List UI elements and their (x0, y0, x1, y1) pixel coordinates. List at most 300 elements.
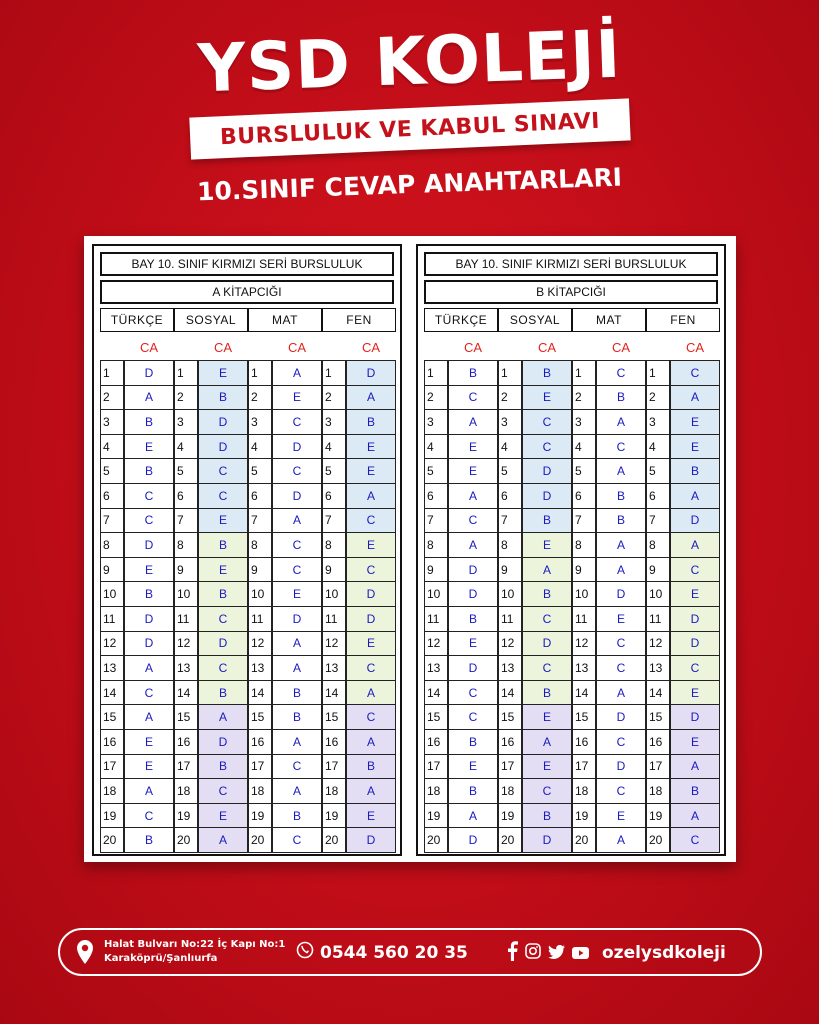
question-number: 19 (646, 803, 670, 829)
question-number: 12 (498, 631, 522, 657)
question-number: 14 (572, 680, 596, 706)
answer-cell: C (124, 508, 174, 534)
question-number: 6 (646, 483, 670, 509)
question-number: 5 (572, 458, 596, 484)
answer-cell: E (272, 581, 322, 607)
question-number: 10 (498, 581, 522, 607)
answer-cell: C (272, 409, 322, 435)
question-number: 7 (174, 508, 198, 534)
answer-cell: D (346, 606, 396, 632)
answer-cell: C (272, 458, 322, 484)
answer-cell: E (198, 557, 248, 583)
question-number: 11 (248, 606, 272, 632)
answer-cell: A (124, 385, 174, 411)
question-number: 17 (322, 754, 346, 780)
question-number: 12 (322, 631, 346, 657)
question-number: 7 (572, 508, 596, 534)
question-number: 13 (174, 655, 198, 681)
answer-cell: B (596, 385, 646, 411)
answer-cell: C (272, 754, 322, 780)
question-number: 11 (646, 606, 670, 632)
question-number: 2 (646, 385, 670, 411)
question-number: 16 (100, 729, 124, 755)
question-number: 18 (174, 778, 198, 804)
answer-cell: C (670, 827, 720, 853)
location-pin-icon (76, 939, 94, 969)
question-number: 8 (174, 532, 198, 558)
answer-cell: B (124, 409, 174, 435)
question-number: 3 (424, 409, 448, 435)
question-number: 8 (424, 532, 448, 558)
answer-cell: C (448, 508, 498, 534)
question-number: 20 (322, 827, 346, 853)
answer-cell: C (596, 729, 646, 755)
question-number: 5 (248, 458, 272, 484)
panel-title: BAY 10. SINIF KIRMIZI SERİ BURSLULUK (424, 252, 718, 276)
answer-cell: E (198, 803, 248, 829)
subject-header: SOSYAL (174, 308, 248, 332)
question-number: 14 (248, 680, 272, 706)
question-number: 19 (424, 803, 448, 829)
answer-cell: C (198, 778, 248, 804)
question-number: 4 (322, 434, 346, 460)
question-number: 7 (498, 508, 522, 534)
answer-cell: D (346, 360, 396, 386)
question-number: 12 (424, 631, 448, 657)
answer-cell: B (198, 581, 248, 607)
answer-cell: A (346, 778, 396, 804)
answer-cell: C (198, 606, 248, 632)
question-number: 17 (646, 754, 670, 780)
answer-cell: D (522, 483, 572, 509)
answer-cell: A (596, 532, 646, 558)
answer-cell: C (448, 385, 498, 411)
question-number: 20 (646, 827, 670, 853)
answer-cell: E (124, 729, 174, 755)
question-number: 9 (174, 557, 198, 583)
question-number: 14 (100, 680, 124, 706)
question-number: 19 (322, 803, 346, 829)
question-number: 5 (646, 458, 670, 484)
answer-cell: B (596, 483, 646, 509)
question-number: 10 (100, 581, 124, 607)
subject-header: SOSYAL (498, 308, 572, 332)
answer-cell: D (522, 458, 572, 484)
answer-cell: A (522, 729, 572, 755)
answer-cell: E (346, 631, 396, 657)
answer-cell: A (346, 680, 396, 706)
question-number: 16 (424, 729, 448, 755)
answer-cell: B (198, 754, 248, 780)
question-number: 6 (174, 483, 198, 509)
answer-cell: E (448, 754, 498, 780)
question-number: 15 (322, 704, 346, 730)
answer-cell: C (198, 458, 248, 484)
question-number: 10 (248, 581, 272, 607)
answer-cell: C (596, 631, 646, 657)
answer-cell: A (670, 385, 720, 411)
answer-cell: D (448, 557, 498, 583)
answer-cell: C (596, 434, 646, 460)
question-number: 18 (424, 778, 448, 804)
question-number: 20 (424, 827, 448, 853)
answer-cell: A (346, 385, 396, 411)
answer-cell: E (124, 557, 174, 583)
answer-cell: A (596, 409, 646, 435)
question-number: 15 (498, 704, 522, 730)
answer-cell: B (522, 803, 572, 829)
answer-cell: A (272, 655, 322, 681)
correct-answer-label: CA (537, 339, 557, 355)
question-number: 5 (100, 458, 124, 484)
answer-cell: B (670, 778, 720, 804)
question-number: 15 (646, 704, 670, 730)
question-number: 11 (322, 606, 346, 632)
question-number: 2 (174, 385, 198, 411)
question-number: 1 (100, 360, 124, 386)
answer-cell: B (272, 803, 322, 829)
answer-cell: E (346, 434, 396, 460)
question-number: 16 (646, 729, 670, 755)
answer-cell: E (272, 385, 322, 411)
question-number: 4 (498, 434, 522, 460)
answer-cell: E (346, 532, 396, 558)
question-number: 16 (572, 729, 596, 755)
question-number: 1 (322, 360, 346, 386)
header (0, 0, 819, 230)
question-number: 5 (424, 458, 448, 484)
answer-cell: A (670, 754, 720, 780)
question-number: 12 (572, 631, 596, 657)
answer-cell: D (448, 581, 498, 607)
booklet-label: A KİTAPCIĞI (100, 280, 394, 304)
answer-cell: A (124, 778, 174, 804)
question-number: 15 (100, 704, 124, 730)
answer-cell: A (272, 729, 322, 755)
question-number: 8 (646, 532, 670, 558)
question-number: 1 (572, 360, 596, 386)
answer-cell: B (124, 827, 174, 853)
answer-cell: A (272, 778, 322, 804)
answer-cell: A (346, 729, 396, 755)
subject-header: MAT (248, 308, 322, 332)
answer-cell: D (596, 704, 646, 730)
question-number: 20 (100, 827, 124, 853)
question-number: 3 (322, 409, 346, 435)
question-number: 2 (572, 385, 596, 411)
answer-cell: C (522, 434, 572, 460)
question-number: 11 (498, 606, 522, 632)
answer-cell: B (522, 360, 572, 386)
answer-cell: A (124, 655, 174, 681)
answer-panel-b (416, 244, 726, 856)
question-number: 4 (174, 434, 198, 460)
question-number: 2 (100, 385, 124, 411)
answer-cell: C (272, 827, 322, 853)
answer-cell: C (124, 680, 174, 706)
question-number: 15 (174, 704, 198, 730)
question-number: 7 (424, 508, 448, 534)
answer-grid (100, 360, 396, 852)
question-number: 12 (248, 631, 272, 657)
instagram-icon[interactable] (525, 943, 541, 963)
social-handle[interactable]: ozelysdkoleji (602, 943, 726, 963)
question-number: 2 (322, 385, 346, 411)
question-number: 14 (174, 680, 198, 706)
question-number: 5 (498, 458, 522, 484)
answer-cell: D (670, 606, 720, 632)
correct-answer-label: CA (139, 339, 159, 355)
answer-cell: C (596, 360, 646, 386)
question-number: 9 (572, 557, 596, 583)
question-number: 4 (248, 434, 272, 460)
subject-header: FEN (322, 308, 396, 332)
question-number: 10 (646, 581, 670, 607)
answer-cell: A (198, 704, 248, 730)
question-number: 18 (646, 778, 670, 804)
question-number: 20 (174, 827, 198, 853)
whatsapp-icon (296, 941, 314, 964)
question-number: 6 (498, 483, 522, 509)
question-number: 3 (572, 409, 596, 435)
answer-cell: C (670, 655, 720, 681)
answer-cell: E (670, 409, 720, 435)
question-number: 19 (174, 803, 198, 829)
answer-cell: B (522, 680, 572, 706)
answer-cell: A (124, 704, 174, 730)
question-number: 16 (174, 729, 198, 755)
facebook-icon[interactable] (506, 941, 518, 965)
answer-cell: A (346, 483, 396, 509)
answer-cell: C (272, 532, 322, 558)
address (104, 938, 285, 966)
answer-cell: C (670, 360, 720, 386)
question-number: 16 (322, 729, 346, 755)
answer-cell: B (198, 680, 248, 706)
answer-cell: E (198, 360, 248, 386)
question-number: 6 (424, 483, 448, 509)
booklet-label: B KİTAPCIĞI (424, 280, 718, 304)
answer-cell: B (346, 754, 396, 780)
correct-answer-label: CA (611, 339, 631, 355)
question-number: 17 (174, 754, 198, 780)
answer-cell: B (124, 458, 174, 484)
question-number: 20 (498, 827, 522, 853)
question-number: 3 (100, 409, 124, 435)
question-number: 11 (174, 606, 198, 632)
answer-cell: B (198, 385, 248, 411)
answer-cell: B (448, 360, 498, 386)
question-number: 9 (248, 557, 272, 583)
answer-cell: B (522, 508, 572, 534)
contact-footer (58, 928, 762, 976)
answer-cell: A (670, 532, 720, 558)
answer-cell: D (272, 606, 322, 632)
answer-cell: C (448, 704, 498, 730)
answer-cell: B (448, 729, 498, 755)
question-number: 20 (248, 827, 272, 853)
answer-cell: E (596, 803, 646, 829)
question-number: 1 (498, 360, 522, 386)
answer-cell: C (198, 655, 248, 681)
question-number: 1 (174, 360, 198, 386)
answer-cell: B (596, 508, 646, 534)
answer-cell: A (596, 680, 646, 706)
answer-cell: A (596, 827, 646, 853)
question-number: 3 (174, 409, 198, 435)
question-number: 13 (498, 655, 522, 681)
answer-cell: C (670, 557, 720, 583)
question-number: 19 (572, 803, 596, 829)
answer-cell: D (670, 508, 720, 534)
answer-cell: E (448, 631, 498, 657)
question-number: 16 (248, 729, 272, 755)
answer-cell: C (522, 409, 572, 435)
answer-cell: C (346, 508, 396, 534)
answer-cell: E (346, 803, 396, 829)
answer-cell: D (346, 827, 396, 853)
answer-cell: E (124, 754, 174, 780)
answer-cell: B (448, 778, 498, 804)
answer-cell: E (346, 458, 396, 484)
correct-answer-label: CA (287, 339, 307, 355)
answer-cell: E (670, 729, 720, 755)
question-number: 1 (248, 360, 272, 386)
question-number: 19 (498, 803, 522, 829)
correct-answer-label: CA (463, 339, 483, 355)
answer-cell: D (346, 581, 396, 607)
answer-cell: E (670, 680, 720, 706)
phone-contact[interactable] (296, 941, 468, 964)
twitter-icon[interactable] (548, 944, 565, 963)
question-number: 12 (100, 631, 124, 657)
answer-cell: A (198, 827, 248, 853)
question-number: 9 (322, 557, 346, 583)
answer-cell: C (346, 655, 396, 681)
question-number: 17 (248, 754, 272, 780)
question-number: 20 (572, 827, 596, 853)
answer-cell: D (596, 581, 646, 607)
answer-cell: B (198, 532, 248, 558)
question-number: 7 (646, 508, 670, 534)
answer-cell: D (272, 483, 322, 509)
answer-cell: E (522, 532, 572, 558)
question-number: 18 (498, 778, 522, 804)
answer-cell: C (596, 655, 646, 681)
question-number: 9 (100, 557, 124, 583)
phone-number: 0544 560 20 35 (320, 942, 468, 963)
question-number: 14 (498, 680, 522, 706)
question-number: 10 (322, 581, 346, 607)
answer-cell: D (124, 360, 174, 386)
question-number: 10 (424, 581, 448, 607)
question-number: 9 (646, 557, 670, 583)
question-number: 7 (248, 508, 272, 534)
answer-cell: C (198, 483, 248, 509)
answer-cell: D (448, 655, 498, 681)
answer-cell: D (198, 631, 248, 657)
answer-cell: A (522, 557, 572, 583)
question-number: 19 (248, 803, 272, 829)
question-number: 14 (646, 680, 670, 706)
youtube-icon[interactable] (572, 944, 589, 963)
question-number: 18 (572, 778, 596, 804)
question-number: 7 (322, 508, 346, 534)
answer-cell: C (522, 655, 572, 681)
subject-header: MAT (572, 308, 646, 332)
question-number: 11 (100, 606, 124, 632)
question-number: 13 (572, 655, 596, 681)
question-number: 4 (424, 434, 448, 460)
answer-cell: A (670, 483, 720, 509)
answer-cell: A (448, 483, 498, 509)
answer-cell: A (448, 803, 498, 829)
exam-banner-label: BURSLULUK VE KABUL SINAVI (219, 108, 601, 150)
question-number: 17 (100, 754, 124, 780)
answer-cell: D (124, 532, 174, 558)
subject-header: TÜRKÇE (424, 308, 498, 332)
question-number: 6 (572, 483, 596, 509)
answer-cell: D (522, 827, 572, 853)
question-number: 18 (100, 778, 124, 804)
correct-answer-label: CA (213, 339, 233, 355)
answer-cell: B (346, 409, 396, 435)
question-number: 2 (498, 385, 522, 411)
question-number: 12 (646, 631, 670, 657)
answer-cell: D (448, 827, 498, 853)
address-line-1: Halat Bulvarı No:22 İç Kapı No:1 (104, 939, 286, 950)
answer-cell: E (448, 434, 498, 460)
question-number: 5 (174, 458, 198, 484)
question-number: 14 (424, 680, 448, 706)
question-number: 4 (100, 434, 124, 460)
correct-answer-label: CA (361, 339, 381, 355)
question-number: 13 (646, 655, 670, 681)
answer-cell: E (522, 704, 572, 730)
question-number: 13 (322, 655, 346, 681)
answer-cell: E (596, 606, 646, 632)
question-number: 8 (498, 532, 522, 558)
question-number: 10 (174, 581, 198, 607)
answer-cell: D (124, 606, 174, 632)
answer-cell: B (124, 581, 174, 607)
question-number: 6 (248, 483, 272, 509)
question-number: 3 (248, 409, 272, 435)
question-number: 13 (424, 655, 448, 681)
answer-cell: D (124, 631, 174, 657)
answer-cell: C (272, 557, 322, 583)
answer-cell: E (124, 434, 174, 460)
correct-answer-label: CA (685, 339, 705, 355)
question-number: 1 (424, 360, 448, 386)
address-line-2: Karaköprü/Şanlıurfa (104, 953, 218, 964)
subject-header: TÜRKÇE (100, 308, 174, 332)
question-number: 2 (424, 385, 448, 411)
question-number: 4 (646, 434, 670, 460)
answer-cell: A (596, 557, 646, 583)
question-number: 5 (322, 458, 346, 484)
answer-cell: C (124, 803, 174, 829)
question-number: 18 (322, 778, 346, 804)
answer-cell: E (522, 754, 572, 780)
question-number: 8 (322, 532, 346, 558)
question-number: 3 (498, 409, 522, 435)
question-number: 11 (424, 606, 448, 632)
question-number: 7 (100, 508, 124, 534)
answer-cell: E (670, 434, 720, 460)
question-number: 2 (248, 385, 272, 411)
answer-cell: A (448, 409, 498, 435)
